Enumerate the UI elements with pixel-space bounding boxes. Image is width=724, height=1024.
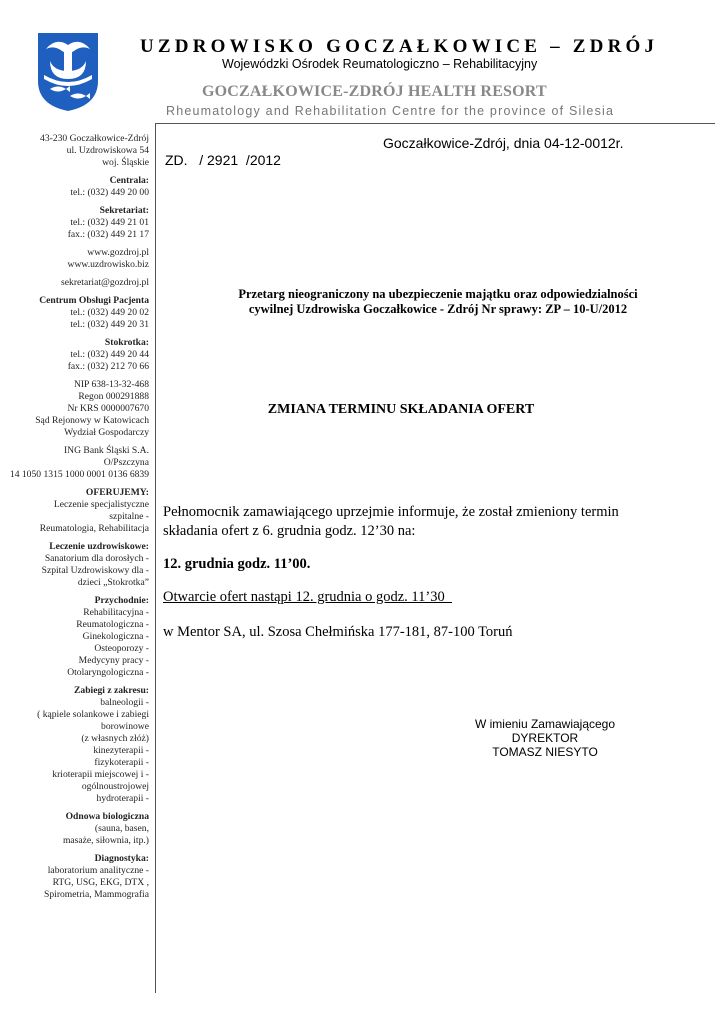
notice-paragraph [163, 503, 619, 541]
sidebar-line: Reumatologia, Rehabilitacja [39, 523, 149, 534]
resort-name-english: GOCZAŁKOWICE-ZDRÓJ HEALTH RESORT [202, 83, 547, 100]
sidebar-line: fax.: (032) 449 21 17 [67, 229, 149, 240]
place-and-date: Goczałkowice-Zdrój, dnia 04-12-0012r. [383, 135, 624, 151]
sidebar-line: fizykoterapii - [94, 757, 149, 768]
sidebar-line: Osteoporozy - [94, 643, 149, 654]
subject-line: cywilnej Uzdrowiska Goczałkowice - Zdrój Nr sprawy: ZP – 10-U/2012 [248, 302, 628, 316]
sidebar-block [8, 487, 149, 535]
sidebar-block [8, 295, 149, 331]
sidebar-heading: Leczenie uzdrowiskowe: [49, 541, 149, 552]
tender-subject [163, 287, 713, 317]
sidebar-line: Medycyny pracy - [78, 655, 149, 666]
resort-subtitle-english: Rheumatology and Rehabilitation Centre for the province of Silesia [166, 104, 615, 118]
sidebar-block [8, 247, 149, 271]
sidebar-line: Spirometria, Mammografia [44, 889, 149, 900]
sidebar-block [8, 175, 149, 199]
header-divider [155, 123, 715, 124]
sidebar-line: tel.: (032) 449 20 44 [70, 349, 149, 360]
subject-line: Przetarg nieograniczony na ubezpieczenie majątku oraz odpowiedzialności [238, 287, 638, 301]
sidebar-heading: Stokrotka: [104, 337, 149, 348]
signature-line: W imieniu Zamawiającego [474, 717, 616, 731]
sidebar-line: kinezyterapii - [93, 745, 149, 756]
sidebar-heading: Centrala: [109, 175, 149, 186]
sidebar-block [8, 445, 149, 481]
sidebar-line: sekretariat@gozdroj.pl [61, 277, 149, 288]
sidebar-line: (z własnych złóż) [81, 733, 149, 744]
sidebar-heading: OFERUJEMY: [85, 487, 149, 498]
sidebar-block [8, 133, 149, 169]
sidebar-line: Leczenie specjalistyczne [53, 499, 149, 510]
sidebar-line: borowinowe [101, 721, 149, 732]
sidebar-line: hydroterapii - [96, 793, 149, 804]
sidebar-block [8, 541, 149, 589]
paragraph-line: składania ofert z 6. grudnia godz. 12’30 na: [163, 523, 416, 539]
sidebar-block [8, 205, 149, 241]
sidebar-line: 14 1050 1315 1000 0001 0136 6839 [9, 469, 149, 480]
sidebar-line: ul. Uzdrowiskowa 54 [66, 145, 149, 156]
sidebar-line: ( kąpiele solankowe i zabiegi [37, 709, 149, 720]
opening-location: w Mentor SA, ul. Szosa Chełmińska 177-181, 87-100 Toruń [163, 624, 513, 640]
letter-headline: ZMIANA TERMINU SKŁADANIA OFERT [267, 402, 535, 417]
sidebar-block [8, 853, 149, 901]
sidebar-line: RTG, USG, EKG, DTX , [52, 877, 149, 888]
sidebar-line: www.uzdrowisko.biz [67, 259, 149, 270]
sidebar-block [8, 337, 149, 373]
sidebar-line: Sąd Rejonowy w Katowicach [35, 415, 149, 426]
sidebar-line: Nr KRS 0000007670 [67, 403, 149, 414]
sidebar-heading: Zabiegi z zakresu: [74, 685, 149, 696]
sidebar-heading: Diagnostyka: [94, 853, 149, 864]
sidebar-block [8, 595, 149, 679]
opening-notice: Otwarcie ofert nastąpi 12. grudnia o godz. 11’30 [163, 589, 452, 605]
sidebar-line: tel.: (032) 449 21 01 [70, 217, 149, 228]
sidebar-line: masaże, siłownia, itp.) [62, 835, 149, 846]
sidebar-line: szpitalne - [109, 511, 149, 522]
sidebar-line: woj. Śląskie [102, 157, 149, 168]
sidebar-line: Ginekologiczna - [82, 631, 149, 642]
contact-sidebar [8, 133, 149, 907]
fountain-fish-logo-icon [36, 31, 100, 113]
sidebar-line: krioterapii miejscowej i - [52, 769, 149, 780]
sidebar-line: Otolaryngologiczna - [67, 667, 149, 678]
sidebar-line: Szpital Uzdrowiskowy dla - [41, 565, 149, 576]
sidebar-line: laboratorium analityczne - [47, 865, 149, 876]
sidebar-line: tel.: (032) 449 20 31 [70, 319, 149, 330]
new-deadline: 12. grudnia godz. 11’00. [163, 556, 311, 572]
sidebar-block [8, 811, 149, 847]
sidebar-block [8, 379, 149, 439]
sidebar-line: www.gozdroj.pl [87, 247, 149, 258]
resort-name-heading: UZDROWISKO GOCZAŁKOWICE – ZDRÓJ [140, 36, 659, 57]
sidebar-heading: Centrum Obsługi Pacjenta [39, 295, 149, 306]
reference-number: ZD. / 2921 /2012 [165, 152, 281, 168]
sidebar-line: balneologii - [100, 697, 149, 708]
sidebar-line: Reumatologiczna - [76, 619, 149, 630]
sidebar-line: (sauna, basen, [94, 823, 149, 834]
sidebar-line: 43-230 Goczałkowice-Zdrój [40, 133, 149, 144]
signatory-name: TOMASZ NIESYTO [492, 745, 598, 759]
sidebar-block [8, 685, 149, 805]
sidebar-divider [155, 123, 156, 993]
sidebar-line: dzieci „Stokrotka” [77, 577, 149, 588]
sidebar-line: Wydział Gospodarczy [64, 427, 149, 438]
sidebar-line: Rehabilitacyjna - [83, 607, 149, 618]
paragraph-line: Pełnomocnik zamawiającego uprzejmie informuje, że został zmieniony termin [163, 504, 619, 520]
sidebar-line: fax.: (032) 212 70 66 [67, 361, 149, 372]
sidebar-line: Regon 000291888 [78, 391, 149, 402]
sidebar-line: tel.: (032) 449 20 02 [70, 307, 149, 318]
sidebar-heading: Sekretariat: [99, 205, 149, 216]
sidebar-line: NIP 638-13-32-468 [73, 379, 149, 390]
sidebar-heading: Odnowa biologiczna [65, 811, 149, 822]
sidebar-block [8, 277, 149, 289]
sidebar-line: O/Pszczyna [103, 457, 149, 468]
sidebar-line: ING Bank Śląski S.A. [63, 445, 149, 456]
resort-subtitle: Wojewódzki Ośrodek Reumatologiczno – Rehabilitacyjny [222, 57, 538, 71]
sidebar-line: ogólnoustrojowej [81, 781, 149, 792]
signature-title: DYREKTOR [511, 731, 579, 745]
sidebar-line: Sanatorium dla dorosłych - [44, 553, 149, 564]
sidebar-heading: Przychodnie: [94, 595, 149, 606]
signature-block [440, 717, 650, 759]
sidebar-line: tel.: (032) 449 20 00 [70, 187, 149, 198]
